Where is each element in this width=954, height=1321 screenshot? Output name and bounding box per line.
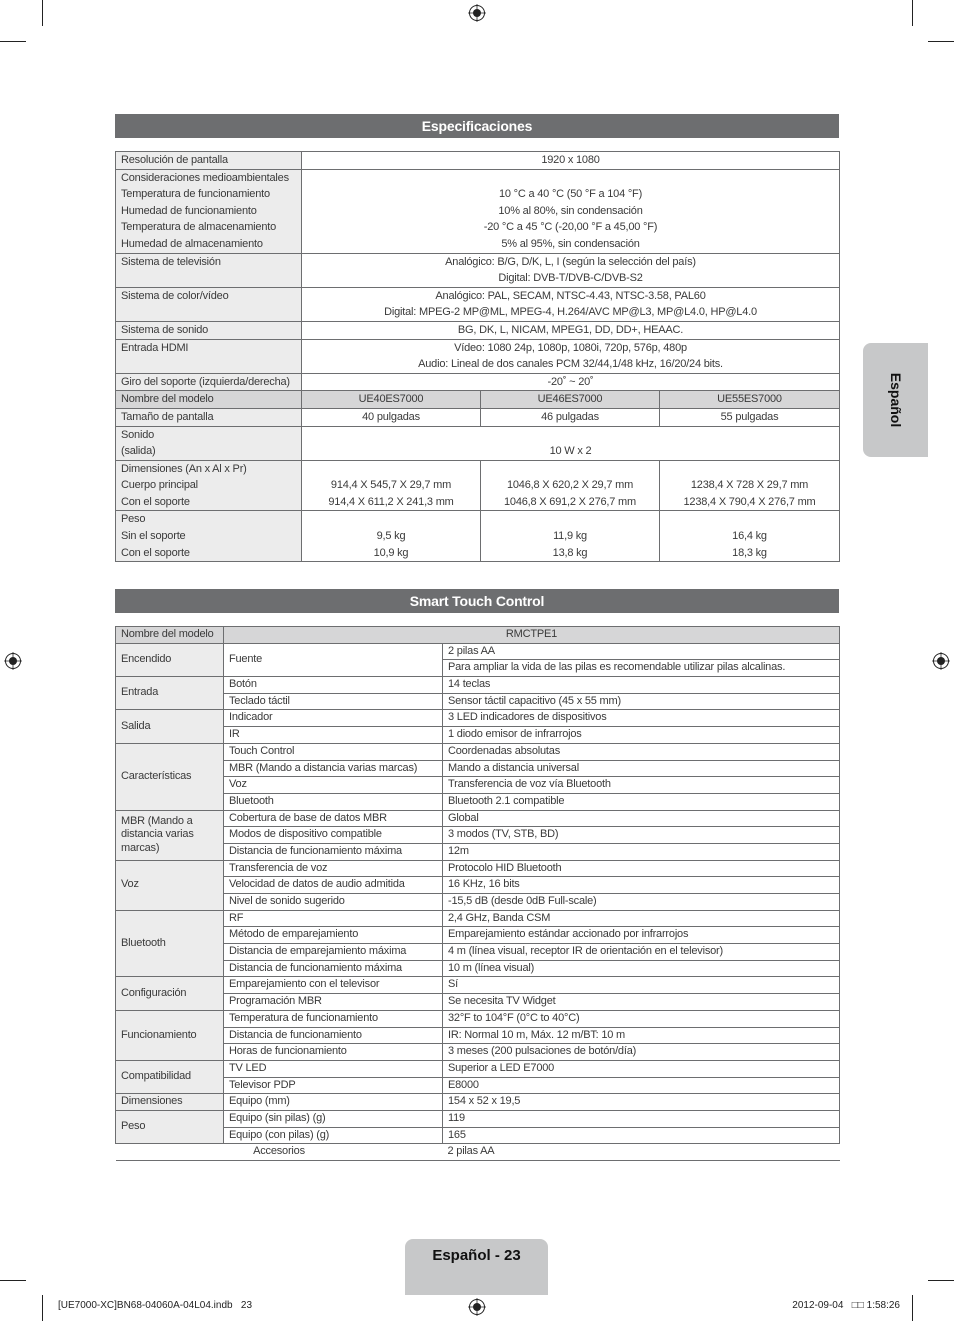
feature-label: Botón (224, 677, 443, 694)
swivel-value: -20˚ ~ 20˚ (302, 373, 840, 391)
crop-mark (928, 1280, 954, 1281)
feature-label: Distancia de funcionamiento máxima (224, 960, 443, 977)
feature-value: Sensor táctil capacitivo (45 x 55 mm) (443, 693, 840, 710)
table-row (116, 643, 840, 660)
feature-value: 4 m (línea visual, receptor IR de orientación en el televisor) (443, 944, 840, 961)
feature-label: Transferencia de voz (224, 860, 443, 877)
group-label: Entrada (116, 677, 224, 710)
weight-value: 9,5 kg 10,9 kg (302, 511, 481, 562)
table-row (116, 1127, 840, 1144)
color-system-value: Analógico: PAL, SECAM, NTSC-4.43, NTSC-3.58, PAL60 Digital: MPEG-2 MP@ML, MPEG-4, H.264/AVC MP@L3, MP@L4.0, HP@L4.0 (302, 287, 840, 321)
feature-value: 1 diodo emisor de infrarrojos (443, 727, 840, 744)
sound-label: Sonido (salida) (116, 426, 302, 460)
table-row (116, 677, 840, 694)
group-label: Configuración (116, 977, 224, 1010)
feature-label: Programación MBR (224, 994, 443, 1011)
feature-value: 154 x 52 x 19,5 (443, 1094, 840, 1111)
table-row (116, 1060, 840, 1077)
resolution-label: Resolución de pantalla (116, 152, 302, 170)
dimensions-value: 1046,8 X 620,2 X 29,7 mm 1046,8 X 691,2 X 276,7 mm (481, 460, 660, 511)
feature-value: Emparejamiento estándar accionado por infrarrojos (443, 927, 840, 944)
table-row (116, 743, 840, 760)
feature-label: MBR (Mando a distancia varias marcas) (224, 760, 443, 777)
group-label: Funcionamiento (116, 1010, 224, 1060)
table-row (116, 894, 840, 911)
footer-file-info: [UE7000-XC]BN68-04060A-04L04.indb 23 (58, 1300, 253, 1311)
feature-label: Horas de funcionamiento (224, 1044, 443, 1061)
feature-value: 2 pilas AA (443, 643, 840, 660)
page-number-label: Español - 23 (432, 1247, 521, 1264)
feature-value: Mando a distancia universal (443, 760, 840, 777)
registration-mark-icon (932, 652, 950, 670)
feature-label: RF (224, 910, 443, 927)
dimensions-label: Dimensiones (An x Al x Pr) Cuerpo principal Con el soporte (116, 460, 302, 511)
dimensions-value: 1238,4 X 728 X 29,7 mm 1238,4 X 790,4 X 276,7 mm (660, 460, 840, 511)
feature-value: Global (443, 810, 840, 827)
feature-label: Distancia de emparejamiento máxima (224, 944, 443, 961)
table-row (116, 944, 840, 961)
feature-label: Emparejamiento con el televisor (224, 977, 443, 994)
table-row (116, 339, 840, 373)
feature-value: 2,4 GHz, Banda CSM (443, 910, 840, 927)
feature-label: Teclado táctil (224, 693, 443, 710)
table-row (116, 287, 840, 321)
touch-model-label: Nombre del modelo (116, 627, 224, 644)
feature-value: 3 modos (TV, STB, BD) (443, 827, 840, 844)
touch-model-value: RMCTPE1 (224, 627, 840, 644)
crop-mark (928, 41, 954, 42)
table-row (116, 321, 840, 339)
registration-mark-icon (4, 652, 22, 670)
footer-timestamp: 2012-09-04 □□ 1:58:26 (792, 1300, 900, 1311)
crop-mark (912, 0, 913, 26)
table-row (116, 373, 840, 391)
registration-mark-icon (468, 4, 486, 22)
table-row (116, 760, 840, 777)
table-row (116, 1110, 840, 1127)
screen-size-value: 40 pulgadas (302, 408, 481, 426)
table-row (116, 426, 840, 460)
crop-mark (0, 1280, 26, 1281)
table-row (116, 777, 840, 794)
registration-mark-icon (468, 1298, 486, 1316)
group-label: Compatibilidad (116, 1060, 224, 1093)
table-row (116, 1044, 840, 1061)
table-row (116, 1027, 840, 1044)
feature-value: Coordenadas absolutas (443, 743, 840, 760)
language-side-tab (863, 343, 928, 457)
feature-value: 10 m (línea visual) (443, 960, 840, 977)
feature-value: -15,5 dB (desde 0dB Full-scale) (443, 894, 840, 911)
feature-value: 32°F to 104°F (0°C to 40°C) (443, 1010, 840, 1027)
feature-label: Cobertura de base de datos MBR (224, 810, 443, 827)
group-label: Voz (116, 860, 224, 910)
feature-value: Se necesita TV Widget (443, 994, 840, 1011)
table-row (116, 960, 840, 977)
page-number-tab (405, 1239, 548, 1295)
feature-value: Sí (443, 977, 840, 994)
crop-mark (0, 41, 26, 42)
table-row (116, 977, 840, 994)
feature-label: Equipo (con pilas) (g) (224, 1127, 443, 1144)
feature-value: Bluetooth 2.1 compatible (443, 793, 840, 810)
group-label: MBR (Mando a distancia varias marcas) (116, 810, 224, 860)
feature-value: E8000 (443, 1077, 840, 1094)
table-row (116, 1094, 840, 1111)
feature-value: 119 (443, 1110, 840, 1127)
crop-mark (42, 1295, 43, 1321)
dimensions-value: 914,4 X 545,7 X 29,7 mm 914,4 X 611,2 X 241,3 mm (302, 460, 481, 511)
screen-size-value: 46 pulgadas (481, 408, 660, 426)
table-row (116, 511, 840, 562)
table-row (116, 1144, 840, 1161)
feature-label: TV LED (224, 1060, 443, 1077)
crop-mark (912, 1295, 913, 1321)
table-row (116, 710, 840, 727)
group-label: Bluetooth (116, 910, 224, 977)
feature-label: Fuente (224, 643, 443, 676)
resolution-value: 1920 x 1080 (302, 152, 840, 170)
table-row (116, 391, 840, 409)
feature-label: Velocidad de datos de audio admitida (224, 877, 443, 894)
feature-label: Voz (224, 777, 443, 794)
model-value: UE46ES7000 (481, 391, 660, 409)
feature-label: Distancia de funcionamiento máxima (224, 843, 443, 860)
group-label: Peso (116, 1110, 224, 1143)
swivel-label: Giro del soporte (izquierda/derecha) (116, 373, 302, 391)
feature-value: 14 teclas (443, 677, 840, 694)
table-row (116, 1077, 840, 1094)
feature-label: Temperatura de funcionamiento (224, 1010, 443, 1027)
screen-size-value: 55 pulgadas (660, 408, 840, 426)
table-row (116, 877, 840, 894)
feature-value: Superior a LED E7000 (443, 1060, 840, 1077)
environment-label: Consideraciones medioambientales Temperatura de funcionamiento Humedad de funcionamiento Temperatura de almacenamiento Humedad de almacenamiento (116, 169, 302, 253)
sound-value: 10 W x 2 (302, 426, 840, 460)
spec-table (115, 151, 840, 562)
table-row (116, 927, 840, 944)
feature-label: Equipo (sin pilas) (g) (224, 1110, 443, 1127)
feature-label: Modos de dispositivo compatible (224, 827, 443, 844)
table-row (116, 727, 840, 744)
feature-value: Protocolo HID Bluetooth (443, 860, 840, 877)
table-row (116, 152, 840, 170)
table-row (116, 810, 840, 827)
accessories-value: 2 pilas AA (443, 1144, 840, 1161)
table-row (116, 860, 840, 877)
group-label: Salida (116, 710, 224, 743)
accessories-label: Accesorios (116, 1144, 443, 1161)
table-row (116, 169, 840, 253)
table-row (116, 408, 840, 426)
touch-section-title: Smart Touch Control (115, 589, 839, 613)
language-side-tab-label: Español (887, 372, 904, 428)
feature-label: IR (224, 727, 443, 744)
tv-system-label: Sistema de televisión (116, 253, 302, 287)
sound-system-value: BG, DK, L, NICAM, MPEG1, DD, DD+, HEAAC. (302, 321, 840, 339)
weight-value: 11,9 kg 13,8 kg (481, 511, 660, 562)
spec-section-title: Especificaciones (115, 114, 839, 138)
model-value: UE40ES7000 (302, 391, 481, 409)
tv-system-value: Analógico: B/G, D/K, L, I (según la selección del país) Digital: DVB-T/DVB-C/DVB-S2 (302, 253, 840, 287)
feature-label: Touch Control (224, 743, 443, 760)
model-value: UE55ES7000 (660, 391, 840, 409)
feature-value: 165 (443, 1127, 840, 1144)
table-row (116, 627, 840, 644)
touch-table (115, 626, 840, 1161)
feature-value: 3 meses (200 pulsaciones de botón/día) (443, 1044, 840, 1061)
feature-value: Transferencia de voz vía Bluetooth (443, 777, 840, 794)
feature-value: IR: Normal 10 m, Máx. 12 m/BT: 10 m (443, 1027, 840, 1044)
weight-label: Peso Sin el soporte Con el soporte (116, 511, 302, 562)
feature-label: Indicador (224, 710, 443, 727)
feature-label: Bluetooth (224, 793, 443, 810)
sound-system-label: Sistema de sonido (116, 321, 302, 339)
feature-value: 3 LED indicadores de dispositivos (443, 710, 840, 727)
group-label: Encendido (116, 643, 224, 676)
color-system-label: Sistema de color/vídeo (116, 287, 302, 321)
table-row (116, 994, 840, 1011)
feature-value: 16 KHz, 16 bits (443, 877, 840, 894)
feature-label: Método de emparejamiento (224, 927, 443, 944)
crop-mark (42, 0, 43, 26)
environment-value: 10 °C a 40 °C (50 °F a 104 °F) 10% al 80%, sin condensación -20 °C a 45 °C (-20,00 °F a 45,00 °F) 5% al 95%, sin condensación (302, 169, 840, 253)
feature-value: 12m (443, 843, 840, 860)
feature-label: Equipo (mm) (224, 1094, 443, 1111)
table-row (116, 460, 840, 511)
feature-label: Nivel de sonido sugerido (224, 894, 443, 911)
hdmi-value: Vídeo: 1080 24p, 1080p, 1080i, 720p, 576p, 480p Audio: Lineal de dos canales PCM 32/44,1/48 kHz, 16/20/24 bits. (302, 339, 840, 373)
table-row (116, 910, 840, 927)
feature-value: Para ampliar la vida de las pilas es recomendable utilizar pilas alcalinas. (443, 660, 840, 677)
weight-value: 16,4 kg 18,3 kg (660, 511, 840, 562)
table-row (116, 793, 840, 810)
table-row (116, 693, 840, 710)
model-label: Nombre del modelo (116, 391, 302, 409)
hdmi-label: Entrada HDMI (116, 339, 302, 373)
group-label: Características (116, 743, 224, 810)
table-row (116, 253, 840, 287)
table-row (116, 1010, 840, 1027)
group-label: Dimensiones (116, 1094, 224, 1111)
feature-label: Distancia de funcionamiento (224, 1027, 443, 1044)
table-row (116, 843, 840, 860)
table-row (116, 827, 840, 844)
screen-size-label: Tamaño de pantalla (116, 408, 302, 426)
feature-label: Televisor PDP (224, 1077, 443, 1094)
